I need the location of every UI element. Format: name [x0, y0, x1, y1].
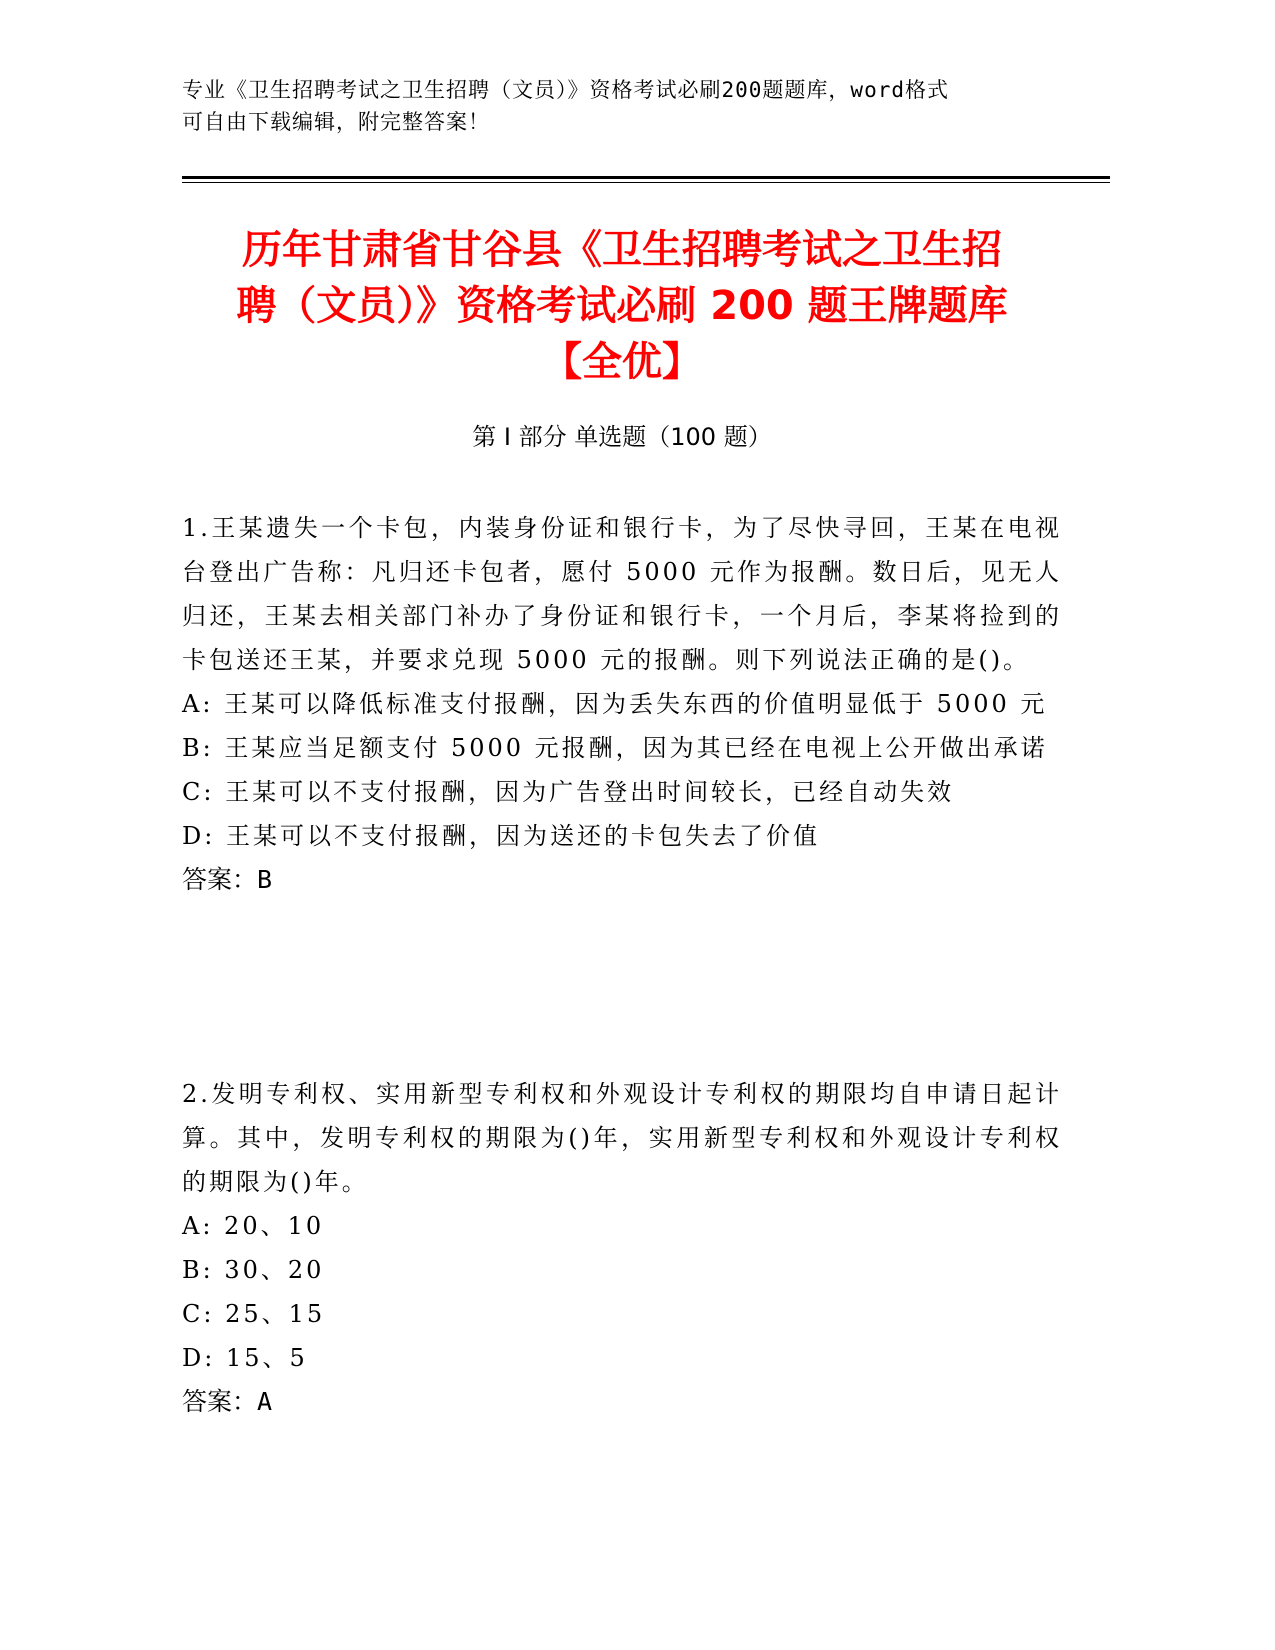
- question-2: [182, 1072, 1062, 1424]
- option-a: A: 王某可以降低标准支付报酬，因为丢失东西的价值明显低于 5000 元: [182, 690, 1048, 718]
- section-title: 第 I 部分 单选题（100 题）: [472, 423, 772, 451]
- document-title: [182, 222, 1062, 390]
- document-title-line-1: 历年甘肃省甘谷县《卫生招聘考试之卫生招: [242, 227, 1002, 273]
- option-a: A: 20、10: [182, 1212, 325, 1240]
- question-stem: 1.王某遗失一个卡包，内装身份证和银行卡，为了尽快寻回，王某在电视台登出广告称：凡归还卡包者，愿付 5000 元作为报酬。数日后，见无人归还，王某去相关部门补办了身份证和银行卡，一个月后，李某将捡到的卡包送还王某，并要求兑现 5000 元的报酬。则下列说法正确的是()。: [182, 514, 1062, 674]
- header-note-line-1: 专业《卫生招聘考试之卫生招聘（文员）》资格考试必刷200题题库，word格式: [182, 78, 949, 102]
- document-title-line-2: 聘（文员）》资格考试必刷 200 题王牌题库: [236, 283, 1008, 329]
- answer-value: A: [257, 1387, 273, 1416]
- option-d: D: 15、5: [182, 1344, 308, 1372]
- option-b: B: 王某应当足额支付 5000 元报酬，因为其已经在电视上公开做出承诺: [182, 734, 1048, 762]
- question-stem: 2.发明专利权、实用新型专利权和外观设计专利权的期限均自申请日起计算。其中，发明专利权的期限为()年，实用新型专利权和外观设计专利权的期限为()年。: [182, 1080, 1062, 1196]
- question-1: [182, 506, 1062, 902]
- option-c: C: 王某可以不支付报酬，因为广告登出时间较长，已经自动失效: [182, 778, 955, 806]
- answer-line: [182, 858, 1062, 902]
- option-c: C: 25、15: [182, 1300, 326, 1328]
- answer-line: [182, 1380, 1062, 1424]
- header-note: [182, 74, 1062, 138]
- option-b: B: 30、20: [182, 1256, 325, 1284]
- document-title-line-3: 【全优】: [542, 339, 702, 385]
- header-note-line-2: 可自由下载编辑，附完整答案！: [182, 110, 490, 134]
- header-divider-thick: [182, 176, 1110, 179]
- answer-label: 答案：: [182, 865, 258, 894]
- header-divider-thin: [182, 182, 1110, 183]
- option-d: D: 王某可以不支付报酬，因为送还的卡包失去了价值: [182, 822, 820, 850]
- answer-value: B: [257, 865, 273, 894]
- answer-label: 答案：: [182, 1387, 258, 1416]
